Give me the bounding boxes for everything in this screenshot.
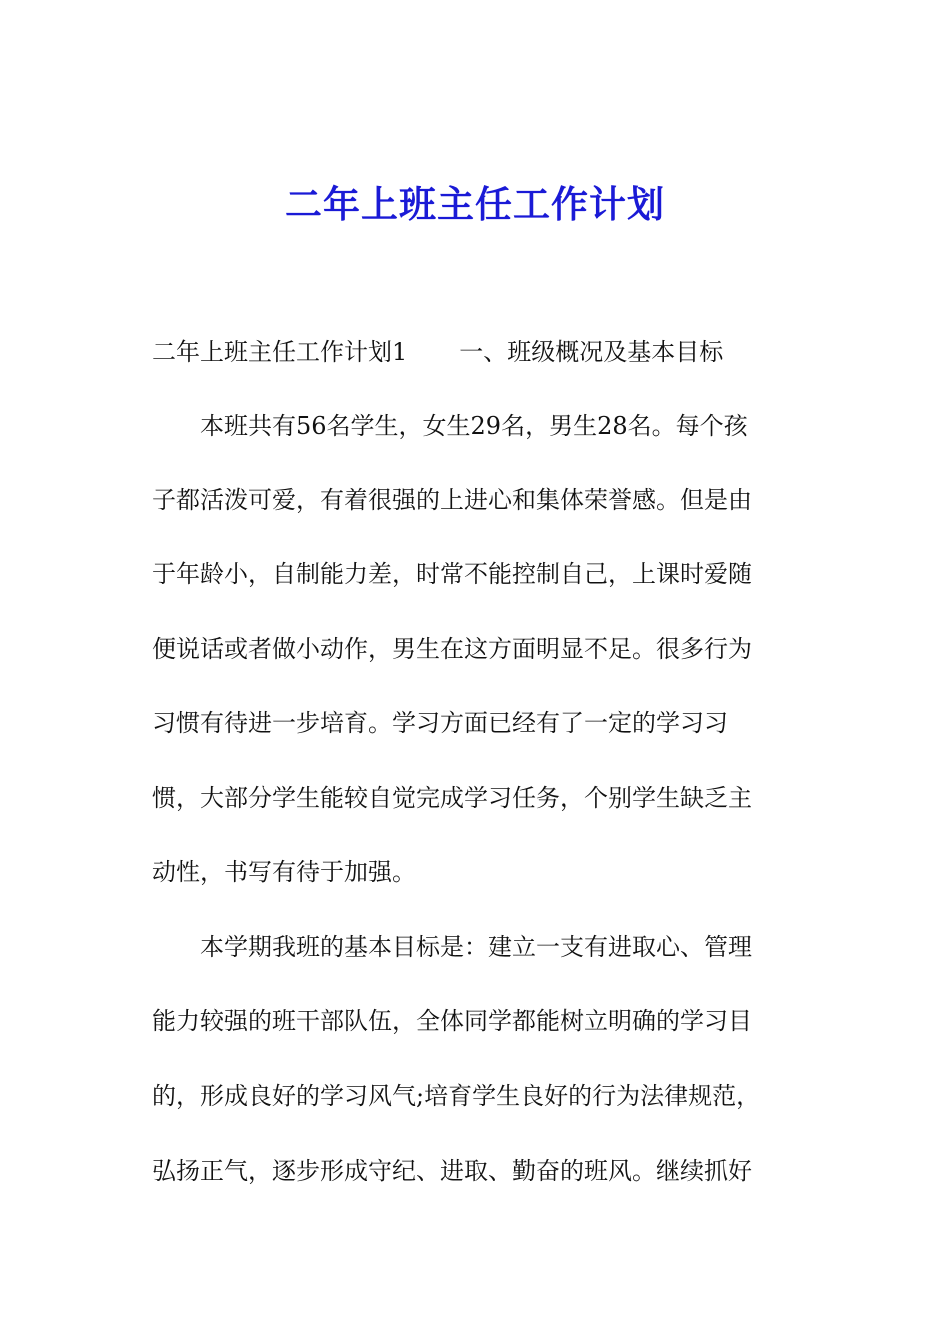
paragraph1-line: 惯，大部分学生能较自觉完成学习任务，个别学生缺乏主 (152, 784, 752, 812)
heading-line (152, 334, 723, 370)
paragraph1-line: 习惯有待进一步培育。学习方面已经有了一定的学习习 (152, 709, 728, 737)
paragraph2-line: 能力较强的班干部队伍，全体同学都能树立明确的学习目 (152, 1007, 752, 1035)
heading-part-1: 二年上班主任工作计划1 (152, 338, 408, 366)
document-title: 二年上班主任工作计划 (285, 182, 665, 226)
paragraph1-line: 子都活泼可爱，有着很强的上进心和集体荣誉感。但是由 (152, 486, 752, 514)
paragraph2-line: 本学期我班的基本目标是：建立一支有进取心、管理 (200, 933, 752, 961)
paragraph2-line: 的，形成良好的学习风气;培育学生良好的行为法律规范， (152, 1082, 761, 1110)
paragraph1-line: 便说话或者做小动作，男生在这方面明显不足。很多行为 (152, 635, 752, 663)
paragraph2-line: 弘扬正气，逐步形成守纪、进取、勤奋的班风。继续抓好 (152, 1157, 752, 1185)
heading-part-2: 一、班级概况及基本目标 (459, 338, 724, 366)
paragraph1-line: 本班共有56名学生，女生29名，男生28名。每个孩 (200, 412, 748, 440)
paragraph1-line: 于年龄小，自制能力差，时常不能控制自己，上课时爱随 (152, 560, 752, 588)
paragraph1-line: 动性，书写有待于加强。 (152, 858, 416, 886)
